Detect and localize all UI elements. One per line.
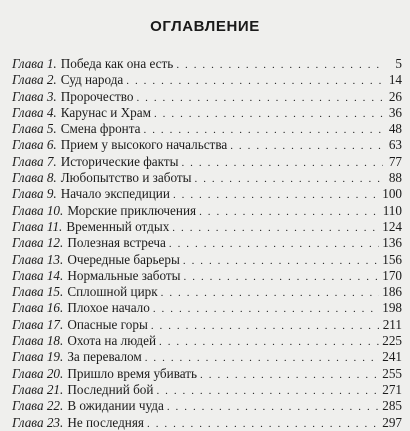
dot-leader xyxy=(199,206,380,218)
toc-entry xyxy=(12,284,402,300)
toc-entry xyxy=(12,219,402,235)
toc-entry xyxy=(12,366,402,382)
dot-leader xyxy=(161,287,380,299)
chapter-title: Начало экспедиции xyxy=(60,186,170,202)
dot-leader xyxy=(159,336,379,348)
page-number: 136 xyxy=(382,235,402,251)
chapter-number: Глава 2. xyxy=(12,72,57,88)
chapter-number: Глава 7. xyxy=(12,153,57,169)
dot-leader xyxy=(147,418,379,430)
page-number: 36 xyxy=(388,104,402,120)
toc-entry xyxy=(12,154,402,170)
dot-leader xyxy=(126,75,383,87)
chapter-title: Нормальные заботы xyxy=(67,267,181,283)
toc-entry xyxy=(12,349,402,365)
chapter-title: Исторические факты xyxy=(60,153,179,169)
toc-entry xyxy=(12,300,402,316)
page-number: 88 xyxy=(388,170,402,186)
toc-entry xyxy=(12,105,402,121)
dot-leader xyxy=(154,108,383,120)
chapter-title: Пророчество xyxy=(60,88,134,104)
chapter-number: Глава 18. xyxy=(12,333,64,349)
page-number: 211 xyxy=(382,316,402,332)
page-number: 63 xyxy=(388,137,402,153)
dot-leader xyxy=(144,124,383,136)
toc-entry xyxy=(12,186,402,202)
chapter-number: Глава 21. xyxy=(12,381,64,397)
dot-leader xyxy=(151,320,380,332)
chapter-title: Опасные горы xyxy=(67,316,148,332)
toc-entry xyxy=(12,121,402,137)
chapter-title: Победа как она есть xyxy=(60,56,174,71)
page-number: 186 xyxy=(382,284,402,300)
chapter-number: Глава 13. xyxy=(12,251,64,267)
page-number: 241 xyxy=(382,349,402,365)
dot-leader xyxy=(181,157,383,169)
page-number: 26 xyxy=(388,88,402,104)
chapter-title: Временный отдых xyxy=(66,218,170,234)
chapter-number: Глава 11. xyxy=(12,218,63,234)
page-number: 156 xyxy=(382,251,402,267)
chapter-title: Последний бой xyxy=(67,381,154,397)
chapter-number: Глава 17. xyxy=(12,316,64,332)
chapter-number: Глава 5. xyxy=(12,121,57,137)
dot-leader xyxy=(176,59,383,71)
toc-entry xyxy=(12,72,402,88)
page-number: 198 xyxy=(382,300,402,316)
dot-leader xyxy=(145,352,379,364)
chapter-title: Прием у высокого начальства xyxy=(60,137,228,153)
chapter-number: Глава 8. xyxy=(12,170,57,186)
chapter-number: Глава 10. xyxy=(12,202,64,218)
page-number: 48 xyxy=(388,121,402,137)
toc-entry xyxy=(12,170,402,186)
chapter-title: В ожидании чуда xyxy=(67,398,164,414)
dot-leader xyxy=(230,140,383,152)
table-of-contents xyxy=(12,56,402,431)
toc-entry xyxy=(12,415,402,431)
chapter-title: Не последняя xyxy=(67,414,144,430)
page-number: 14 xyxy=(388,72,402,88)
chapter-title: Карунас и Храм xyxy=(60,104,151,120)
page-number: 5 xyxy=(395,56,402,71)
chapter-title: Морские приключения xyxy=(67,202,197,218)
toc-entry xyxy=(12,56,402,72)
chapter-number: Глава 23. xyxy=(12,414,64,430)
chapter-title: Любопытство и заботы xyxy=(60,170,192,186)
toc-entry xyxy=(12,137,402,153)
dot-leader xyxy=(167,401,379,413)
chapter-title: Плохое начало xyxy=(67,300,150,316)
dot-leader xyxy=(200,369,379,381)
toc-entry xyxy=(12,89,402,105)
chapter-number: Глава 15. xyxy=(12,284,64,300)
page-number: 77 xyxy=(388,153,402,169)
dot-leader xyxy=(195,173,384,185)
chapter-number: Глава 22. xyxy=(12,398,64,414)
chapter-title: Смена фронта xyxy=(60,121,141,137)
toc-entry xyxy=(12,382,402,398)
page-number: 297 xyxy=(382,414,402,430)
toc-entry xyxy=(12,317,402,333)
page-number: 110 xyxy=(382,202,402,218)
chapter-title: Очередные барьеры xyxy=(67,251,180,267)
dot-leader xyxy=(183,255,379,267)
dot-leader xyxy=(136,92,383,104)
chapter-number: Глава 6. xyxy=(12,137,57,153)
toc-entry xyxy=(12,252,402,268)
chapter-title: Суд народа xyxy=(60,72,124,88)
chapter-number: Глава 12. xyxy=(12,235,64,251)
chapter-title: Сплошной цирк xyxy=(67,284,158,300)
dot-leader xyxy=(156,385,379,397)
chapter-title: Охота на людей xyxy=(67,333,157,349)
chapter-number: Глава 20. xyxy=(12,365,64,381)
page-number: 285 xyxy=(382,398,402,414)
toc-entry xyxy=(12,235,402,251)
toc-entry xyxy=(12,333,402,349)
dot-leader xyxy=(153,303,379,315)
page-number: 124 xyxy=(382,218,402,234)
dot-leader xyxy=(172,222,379,234)
dot-leader xyxy=(173,189,379,201)
chapter-number: Глава 19. xyxy=(12,349,64,365)
page-number: 170 xyxy=(382,267,402,283)
toc-entry xyxy=(12,203,402,219)
chapter-number: Глава 3. xyxy=(12,88,57,104)
page-number: 271 xyxy=(382,381,402,397)
chapter-number: Глава 14. xyxy=(12,267,64,283)
chapter-number: Глава 16. xyxy=(12,300,64,316)
page-number: 100 xyxy=(382,186,402,202)
toc-entry xyxy=(12,268,402,284)
chapter-title: Полезная встреча xyxy=(67,235,166,251)
chapter-title: Пришло время убивать xyxy=(67,365,198,381)
page-number: 225 xyxy=(382,333,402,349)
chapter-number: Глава 4. xyxy=(12,104,57,120)
dot-leader xyxy=(169,238,379,250)
page-number: 255 xyxy=(382,365,402,381)
toc-entry xyxy=(12,398,402,414)
chapter-number: Глава 1. xyxy=(12,56,57,71)
chapter-number: Глава 9. xyxy=(12,186,57,202)
toc-heading: ОГЛАВЛЕНИЕ xyxy=(150,18,260,35)
chapter-title: За перевалом xyxy=(67,349,142,365)
dot-leader xyxy=(184,271,380,283)
